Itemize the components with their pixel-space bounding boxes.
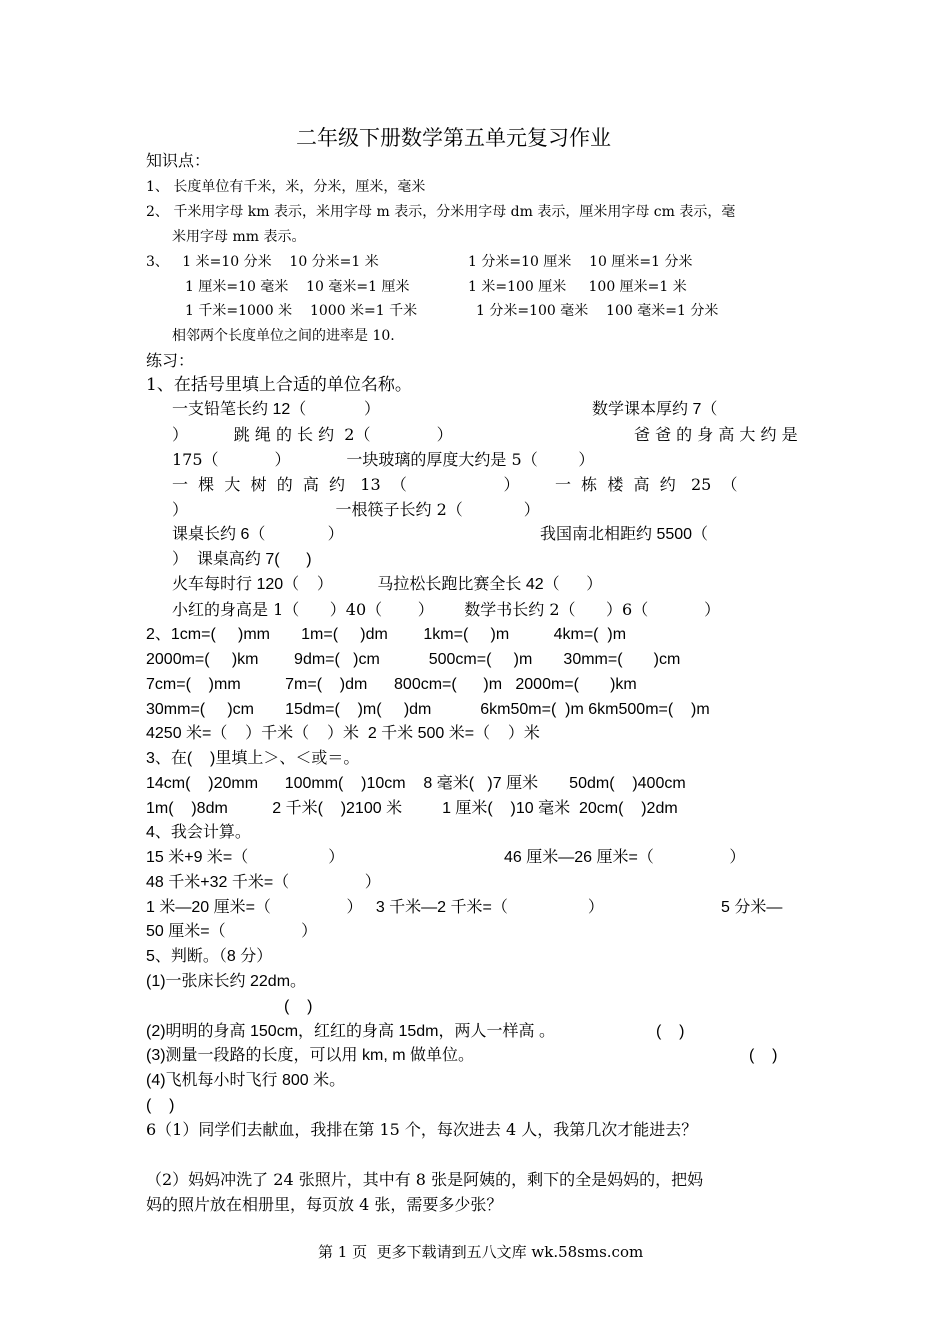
q4-line-2: 48 千米+32 千米=（ ） xyxy=(146,874,381,891)
q1-line-4-right: 一 栋 楼 高 约 25 （ xyxy=(555,475,738,494)
knowledge-item-1: 1、 长度单位有千米，米，分米，厘米，毫米 xyxy=(146,179,426,195)
knowledge-item-4: 相邻两个长度单位之间的进率是 10. xyxy=(172,328,395,344)
q4-line-3-left: 1 米—20 厘米=（ ） 3 千米—2 千米=（ ） xyxy=(146,899,604,916)
q5-item-4: (4)飞机每小时飞行 800 米。 xyxy=(146,1072,346,1089)
page-footer: 第 1 页 更多下载请到五八文库 wk.58sms.com xyxy=(318,1243,644,1261)
q5-item-3-answer: ( ) xyxy=(749,1047,778,1064)
q4-line-3-right: 5 分米— xyxy=(721,899,783,916)
q1-line-1-right: 数学课本厚约 7（ xyxy=(592,401,718,418)
q1-line-5: ） 一根筷子长约 2（ ） xyxy=(172,500,540,519)
q4-heading: 4、我会计算。 xyxy=(146,824,251,841)
q5-item-2: (2)明明的身高 150cm，红红的身高 15dm，两人一样高 。 xyxy=(146,1023,555,1040)
knowledge-item-2-line-2: 米用字母 mm 表示。 xyxy=(172,229,306,245)
q1-line-2-right: 爸 爸 的 身 高 大 约 是 xyxy=(634,425,798,444)
knowledge-item-3-row-2-right: 1 米=100 厘米 100 厘米=1 米 xyxy=(468,279,687,295)
practice-heading: 练习： xyxy=(146,351,195,370)
q5-item-1: (1)一张床长约 22dm。 xyxy=(146,973,307,990)
q5-item-3: (3)测量一段路的长度，可以用 km, m 做单位。 xyxy=(146,1047,474,1064)
q5-item-4-answer: ( ) xyxy=(146,1097,175,1114)
knowledge-heading: 知识点： xyxy=(146,151,211,170)
q3-line-1: 14cm( )20mm 100mm( )10cm 8 毫米( )7 厘米 50dm( )400cm xyxy=(146,775,686,792)
page-title: 二年级下册数学第五单元复习作业 xyxy=(296,126,611,150)
q6-problem-2-line-2: 妈的照片放在相册里，每页放 4 张，需要多少张？ xyxy=(146,1195,503,1214)
q1-line-6-right: 我国南北相距约 5500（ xyxy=(540,526,709,543)
knowledge-item-3-row-1-right: 1 分米=10 厘米 10 厘米=1 分米 xyxy=(468,254,693,270)
q6-problem-1: 6（1）同学们去献血，我排在第 15 个，每次进去 4 人，我第几次才能进去？ xyxy=(146,1120,698,1139)
q2-line-3: 7cm=( )mm 7m=( )dm 800cm=( )m 2000m=( )km xyxy=(146,676,637,693)
q4-line-4: 50 厘米=（ ） xyxy=(146,923,318,940)
q1-heading: 1、在括号里填上合适的单位名称。 xyxy=(146,375,412,395)
q1-line-2-left: ） 跳 绳 的 长 约 2（ ） xyxy=(172,425,453,444)
q3-heading: 3、在( )里填上＞、＜或＝。 xyxy=(146,750,360,767)
q5-heading: 5、判断。（8 分） xyxy=(146,948,273,965)
q1-line-3: 175（ ） 一块玻璃的厚度大约是 5（ ） xyxy=(172,450,595,469)
q4-line-1-right: 46 厘米—26 厘米=（ ） xyxy=(504,849,746,866)
q5-item-1-answer: ( ) xyxy=(284,998,313,1015)
q1-line-7: ） 课桌高约 7( ) xyxy=(172,551,312,568)
q2-line-2: 2000m=( )km 9dm=( )cm 500cm=( )m 30mm=( )cm xyxy=(146,651,681,668)
q6-problem-2-line-1: （2）妈妈冲洗了 24 张照片，其中有 8 张是阿姨的，剩下的全是妈妈的，把妈 xyxy=(146,1170,704,1189)
q1-line-1-left: 一支铅笔长约 12（ ） xyxy=(172,401,381,418)
knowledge-item-2-line-1: 2、 千米用字母 km 表示，米用字母 m 表示，分米用字母 dm 表示，厘米用字母 cm 表示，毫 xyxy=(146,204,736,220)
knowledge-item-3-row-1-left: 3、 1 米=10 分米 10 分米=1 米 xyxy=(146,254,379,270)
q1-line-4-left: 一 棵 大 树 的 高 约 13 （ ） xyxy=(172,475,520,494)
q4-line-1-left: 15 米+9 米=（ ） xyxy=(146,849,345,866)
q1-line-6-left: 课桌长约 6（ ） xyxy=(172,526,344,543)
q2-line-1: 2、1cm=( )mm 1m=( )dm 1km=( )m 4km=( )m xyxy=(146,626,627,643)
knowledge-item-3-row-2-left: 1 厘米=10 毫米 10 毫米=1 厘米 xyxy=(185,279,410,295)
q1-line-9: 小红的身高是 1（ ）40（ ） 数学书长约 2（ ）6（ ） xyxy=(172,600,721,619)
knowledge-item-3-row-3-left: 1 千米=1000 米 1000 米=1 千米 xyxy=(185,303,418,319)
q1-line-8: 火车每时行 120（ ） 马拉松长跑比赛全长 42（ ） xyxy=(172,576,603,593)
q3-line-2: 1m( )8dm 2 千米( )2100 米 1 厘米( )10 毫米 20cm( )2dm xyxy=(146,800,678,817)
q2-line-5: 4250 米=（ ）千米（ ）米 2 千米 500 米=（ ）米 xyxy=(146,725,540,742)
q2-line-4: 30mm=( )cm 15dm=( )m( )dm 6km50m=( )m 6km500m=( )m xyxy=(146,701,710,718)
q5-item-2-answer: ( ) xyxy=(656,1023,685,1040)
knowledge-item-3-row-3-right: 1 分米=100 毫米 100 毫米=1 分米 xyxy=(476,303,719,319)
